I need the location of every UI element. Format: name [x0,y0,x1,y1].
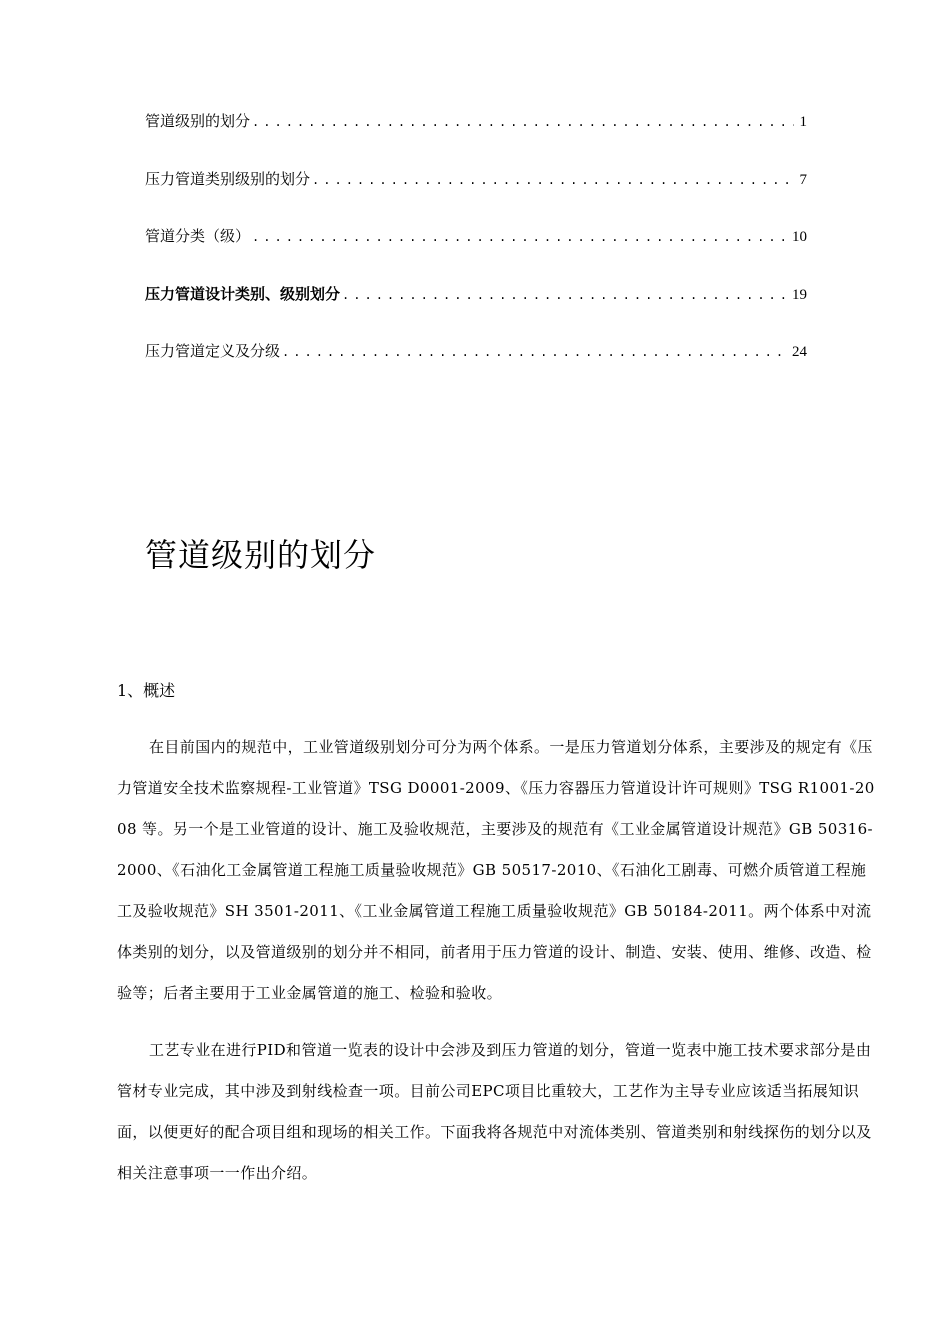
toc-dot-leader [250,230,786,244]
toc-entry-page: 19 [792,286,807,303]
toc-entry-page: 1 [799,114,807,130]
toc-entry[interactable] [145,340,807,398]
toc-entry-title: 管道分类（级） [145,227,251,245]
toc-entry-page: 10 [792,229,807,245]
toc-dot-leader [340,288,786,302]
toc-entry-title: 管道级别的划分 [145,112,251,130]
toc-entry[interactable] [145,283,807,341]
toc-entry-title: 压力管道定义及分级 [145,342,281,360]
section-title: 1、概述 [117,681,176,700]
toc-dot-leader [310,173,793,187]
body-paragraph: 工艺专业在进行PID和管道一览表的设计中会涉及到压力管道的划分，管道一览表中施工技术要求部分是由管材专业完成，其中涉及到射线检查一项。目前公司EPC项目比重较大，工艺作为主导专业应该适当拓展知识面，以便更好的配合项目组和现场的相关工作。下面我将各规范中对流体类别、管道类别和射线探伤的划分以及相关注意事项一一作出介绍。 [117,1041,872,1182]
toc-entry[interactable] [145,168,807,226]
body-paragraph: 在目前国内的规范中，工业管道级别划分可分为两个体系。一是压力管道划分体系，主要涉及的规定有《压力管道安全技术监察规程-工业管道》TSG D0001-2009、《压力容器压力管道设计许可规则》TSG R1001-2008 等。另一个是工业管道的设计、施工及验收规范，主要涉及的规范有《工业金属管道设计规范》GB 50316-2000、《石油化工金属管道工程施工质量验收规范》GB 50517-2010、《石油化工剧毒、可燃介质管道工程施工及验收规范》SH 3501-2011、《工业金属管道工程施工质量验收规范》GB 50184-2011。两个体系中对流体类别的划分，以及管道级别的划分并不相同，前者用于压力管道的设计、制造、安装、使用、维修、改造、检验等；后者主要用于工业金属管道的施工、检验和验收。 [117,738,875,1002]
table-of-contents [145,110,807,398]
toc-entry-page: 7 [799,171,807,188]
toc-dot-leader [280,345,786,359]
toc-entry[interactable] [145,110,807,168]
toc-entry-title: 压力管道类别级别的划分 [145,169,311,188]
toc-dot-leader [250,115,793,129]
toc-entry-title: 压力管道设计类别、级别划分 [145,284,341,303]
page-heading: 管道级别的划分 [145,536,377,574]
toc-entry-page: 24 [792,344,807,360]
toc-entry[interactable] [145,225,807,283]
